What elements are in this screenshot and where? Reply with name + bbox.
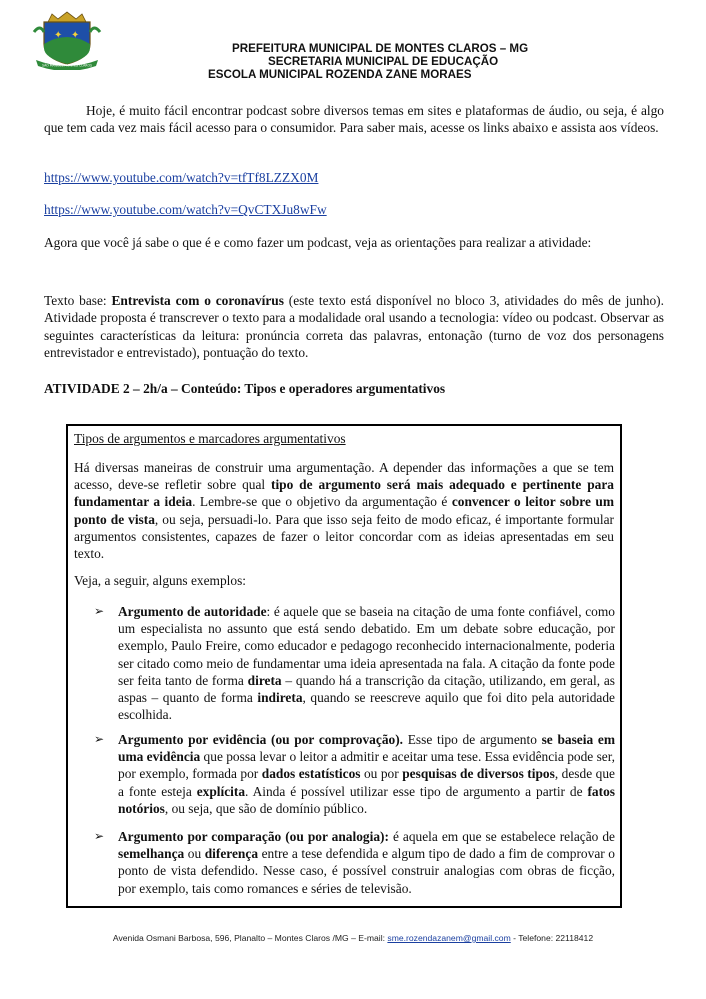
intro-paragraph: Hoje, é muito fácil encontrar podcast sobre diversos temas em sites e plataformas de áudio, ou seja, é algo que tem cada vez mais fácil acesso para o consumidor. Para saber mais, acesse os links abaixo e assista aos vídeos. — [44, 103, 664, 136]
youtube-link-2[interactable]: https://www.youtube.com/watch?v=QvCTXJu8wFw — [44, 202, 327, 217]
activity-title: ATIVIDADE 2 – 2h/a – Conteúdo: Tipos e operadores argumentativos — [44, 381, 446, 396]
instructions-paragraph: Agora que você já sabe o que é e como fazer um podcast, veja as orientações para realizar a atividade: — [44, 235, 592, 250]
svg-text:✦: ✦ — [54, 30, 63, 41]
bullet-arrow-icon: ➢ — [94, 829, 105, 843]
argument-comparison-item: Argumento por comparação (ou por analogia): é aquela em que se estabelece relação de semelhança ou diferença entre a tese defendida e algum tipo de dado a fim de comprovar o ponto de vista defendido. Nesse caso, é possível construir analogias com obras de ficção, por exemplo, tais como romances e séries de televisão. — [118, 829, 615, 896]
footer-email-link[interactable]: sme.rozendazanem@gmail.com — [387, 933, 511, 943]
box-examples-intro: Veja, a seguir, alguns exemplos: — [74, 573, 247, 588]
argument-evidence-item: Argumento por evidência (ou por comprovação). Esse tipo de argumento se baseia em uma evidência que possa levar o leitor a admitir e aceitar uma tese. Essa evidência pode ser, por exemplo, formada por dados estatísticos ou por pesquisas de diversos tipos, desde que a fonte esteja explícita. Ainda é possível utilizar esse tipo de argumento a partir de fatos notórios, ou seja, que são de domínio público. — [118, 732, 615, 816]
box-title: Tipos de argumentos e marcadores argumentativos — [74, 431, 346, 446]
header-secretaria: SECRETARIA MUNICIPAL DE EDUCAÇÃO — [268, 55, 499, 68]
header-escola: ESCOLA MUNICIPAL ROZENDA ZANE MORAES — [208, 68, 472, 81]
base-text-paragraph: Texto base: Entrevista com o coronavírus (este texto está disponível no bloco 3, atividades do mês de junho). Atividade proposta é transcrever o texto para a modalidade oral usando a tecnologia: vídeo ou podcast. Observar as seguintes características da leitura: pronúncia correta das palavras, entonação (turno de voz dos personagens entrevistador e entrevistado), pontuação do texto. — [44, 293, 664, 361]
box-intro-paragraph: Há diversas maneiras de construir uma argumentação. A depender das informações a que se tem acesso, deve-se refletir sobre qual tipo de argumento será mais adequado e pertinente para fundamentar a ideia. Lembre-se que o objetivo da argumentação é convencer o leitor sobre um ponto de vista, ou seja, persuadi-lo. Para que isso seja feito de modo eficaz, é importante formular argumentos consistentes, capazes de fazer o leitor concordar com as ideias apresentadas em seu texto. — [74, 460, 614, 562]
base-text-title: Entrevista com o coronavírus — [111, 293, 284, 308]
footer-address: Avenida Osmani Barbosa, 596, Planalto – Montes Claros /MG – E-mail: — [112, 933, 388, 943]
crest-banner-text: SÃO MANOEL MONTES CLAROS — [42, 63, 92, 68]
bullet-arrow-icon: ➢ — [94, 604, 105, 618]
bullet-arrow-icon: ➢ — [94, 732, 105, 746]
footer — [0, 933, 706, 943]
svg-text:✦: ✦ — [71, 30, 80, 41]
youtube-link-1[interactable]: https://www.youtube.com/watch?v=tfTf8LZZX0M — [44, 170, 319, 185]
footer-phone: - Telefone: 22118412 — [510, 933, 594, 943]
argument-authority-item: Argumento de autoridade: é aquele que se baseia na citação de uma fonte confiável, como um especialista no assunto que está sendo debatido. Em um debate sobre educação, por exemplo, Paulo Freire, como educador e pedagogo reconhecido internacionalmente, poderia ser citado como meio de fundamentar uma ideia apresentada na fala. A citação da fonte pode ser feita tanto de forma direta – quando há a transcrição da citação, utilizando, em geral, as aspas – quanto de forma indireta, quando se reescreve aquilo que foi dito pela autoridade escolhida. — [118, 604, 615, 723]
header-prefeitura: PREFEITURA MUNICIPAL DE MONTES CLAROS – MG — [232, 42, 529, 55]
